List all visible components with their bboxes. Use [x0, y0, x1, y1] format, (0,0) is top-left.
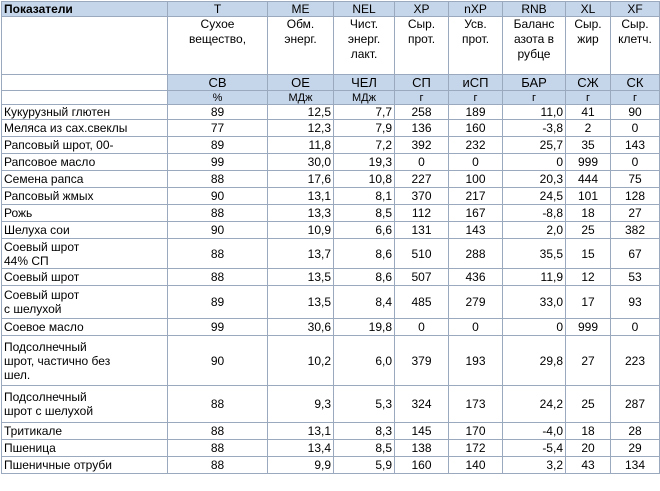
value-cell: 88	[168, 171, 268, 188]
value-cell: 88	[168, 269, 268, 286]
feed-name-cell	[2, 457, 168, 474]
value-cell: 88	[168, 457, 268, 474]
value-cell: 145	[395, 423, 449, 440]
value-cell: 392	[395, 137, 449, 154]
value-cell: 30,6	[268, 319, 334, 336]
value-cell: 89	[168, 286, 268, 319]
value-cell: 287	[611, 386, 660, 423]
value-cell: 93	[611, 286, 660, 319]
column-description: Усв. прот.	[449, 17, 503, 75]
table-body	[2, 105, 660, 474]
feed-name-line: Семена рапса	[4, 172, 84, 186]
value-cell: 128	[611, 188, 660, 205]
table-row	[2, 205, 660, 222]
value-cell: 0	[449, 319, 503, 336]
feed-name-cell	[2, 286, 168, 319]
value-cell: 288	[449, 239, 503, 269]
value-cell: 143	[611, 137, 660, 154]
value-cell: 88	[168, 423, 268, 440]
feed-name-cell	[2, 120, 168, 137]
value-cell: 170	[449, 423, 503, 440]
value-cell: 100	[449, 171, 503, 188]
column-code: ME	[268, 2, 334, 17]
value-cell: 13,1	[268, 188, 334, 205]
feed-name-cell	[2, 171, 168, 188]
feed-name-line: Подсолнечный	[4, 339, 87, 354]
feed-name-cell	[2, 336, 168, 386]
value-cell: 67	[611, 239, 660, 269]
value-cell: 30,0	[268, 154, 334, 171]
column-abbr: СК	[611, 75, 660, 91]
feed-name-line: Рапсовое масло	[4, 155, 96, 169]
value-cell: 9,9	[268, 457, 334, 474]
table-row	[2, 239, 660, 269]
table-row	[2, 269, 660, 286]
value-cell: 18	[566, 423, 611, 440]
feed-name-line: Тритикале	[4, 424, 63, 438]
value-cell: 27	[611, 205, 660, 222]
value-cell: 131	[395, 222, 449, 239]
column-description: Обм. энерг.	[268, 17, 334, 75]
value-cell: 17	[566, 286, 611, 319]
value-cell: 173	[449, 386, 503, 423]
value-cell: 8,5	[334, 440, 395, 457]
feed-name-line: Соевый шрот	[4, 239, 80, 254]
value-cell: 90	[168, 222, 268, 239]
value-cell: 35,5	[503, 239, 566, 269]
value-cell: 6,0	[334, 336, 395, 386]
value-cell: 485	[395, 286, 449, 319]
column-abbr: ЧЕЛ	[334, 75, 395, 91]
value-cell: 27	[566, 336, 611, 386]
table-row	[2, 154, 660, 171]
value-cell: 8,3	[334, 423, 395, 440]
feed-name-line: 44% СП	[4, 253, 49, 268]
value-cell: 13,3	[268, 205, 334, 222]
value-cell: 0	[503, 319, 566, 336]
value-cell: 10,8	[334, 171, 395, 188]
value-cell: 20,3	[503, 171, 566, 188]
value-cell: 88	[168, 239, 268, 269]
value-cell: -5,4	[503, 440, 566, 457]
table-row	[2, 457, 660, 474]
table-row	[2, 105, 660, 120]
column-unit: г	[449, 91, 503, 105]
value-cell: 90	[611, 105, 660, 120]
value-cell: 370	[395, 188, 449, 205]
value-cell: 6,6	[334, 222, 395, 239]
value-cell: 8,1	[334, 188, 395, 205]
column-abbr: БАР	[503, 75, 566, 91]
value-cell: 17,6	[268, 171, 334, 188]
table-row	[2, 171, 660, 188]
value-cell: 11,8	[268, 137, 334, 154]
value-cell: 20	[566, 440, 611, 457]
value-cell: 88	[168, 386, 268, 423]
header-blank-cell	[2, 75, 168, 91]
column-abbr: иСП	[449, 75, 503, 91]
value-cell: 8,5	[334, 205, 395, 222]
value-cell: 11,9	[503, 269, 566, 286]
value-cell: 19,3	[334, 154, 395, 171]
value-cell: 279	[449, 286, 503, 319]
value-cell: 8,6	[334, 269, 395, 286]
column-code: RNB	[503, 2, 566, 17]
feed-name-cell	[2, 440, 168, 457]
value-cell: 15	[566, 239, 611, 269]
column-unit: г	[395, 91, 449, 105]
value-cell: 43	[566, 457, 611, 474]
value-cell: 10,9	[268, 222, 334, 239]
value-cell: 90	[168, 336, 268, 386]
value-cell: 8,6	[334, 239, 395, 269]
table-row	[2, 423, 660, 440]
feed-name-cell	[2, 319, 168, 336]
value-cell: 140	[449, 457, 503, 474]
value-cell: 112	[395, 205, 449, 222]
column-unit: МДж	[334, 91, 395, 105]
value-cell: 134	[611, 457, 660, 474]
value-cell: 172	[449, 440, 503, 457]
table-row	[2, 222, 660, 239]
value-cell: 2	[566, 120, 611, 137]
feed-name-line: Шелуха сои	[4, 223, 70, 237]
column-description: Сыр. клетч.	[611, 17, 660, 75]
feed-name-line: Пшеница	[4, 441, 56, 455]
column-code: XF	[611, 2, 660, 17]
column-unit: г	[503, 91, 566, 105]
column-description: Сыр. жир	[566, 17, 611, 75]
value-cell: 8,4	[334, 286, 395, 319]
value-cell: 0	[503, 154, 566, 171]
table-row	[2, 137, 660, 154]
value-cell: 510	[395, 239, 449, 269]
feed-name-line: Соевый шрот	[4, 288, 80, 302]
value-cell: 227	[395, 171, 449, 188]
header-blank-cell	[2, 17, 168, 75]
value-cell: 324	[395, 386, 449, 423]
value-cell: 89	[168, 105, 268, 120]
value-cell: 12,5	[268, 105, 334, 120]
feed-name-line: Соевый шрот	[4, 270, 80, 284]
feed-name-cell	[2, 154, 168, 171]
value-cell: 436	[449, 269, 503, 286]
column-unit: г	[611, 91, 660, 105]
feed-composition-table	[1, 1, 660, 474]
value-cell: 18	[566, 205, 611, 222]
value-cell: 12,3	[268, 120, 334, 137]
value-cell: 5,9	[334, 457, 395, 474]
value-cell: 29,8	[503, 336, 566, 386]
value-cell: 193	[449, 336, 503, 386]
value-cell: 88	[168, 205, 268, 222]
value-cell: 999	[566, 154, 611, 171]
value-cell: 507	[395, 269, 449, 286]
header-unit-row	[2, 91, 660, 105]
header-blank-cell	[2, 91, 168, 105]
value-cell: 167	[449, 205, 503, 222]
value-cell: 99	[168, 154, 268, 171]
value-cell: 5,3	[334, 386, 395, 423]
feed-name-line: Рапсовый шрот, 00-	[4, 138, 114, 152]
column-abbr: ОЕ	[268, 75, 334, 91]
column-description: Сыр. прот.	[395, 17, 449, 75]
value-cell: 138	[395, 440, 449, 457]
value-cell: 25	[566, 386, 611, 423]
table-row	[2, 286, 660, 319]
feed-name-line: шел.	[4, 367, 31, 382]
header-abbr-row	[2, 75, 660, 91]
value-cell: 13,5	[268, 269, 334, 286]
value-cell: 3,2	[503, 457, 566, 474]
feed-name-line: Кукурузный глютен	[4, 105, 111, 119]
column-description: Сухое вещество,	[168, 17, 268, 75]
feed-name-cell	[2, 222, 168, 239]
value-cell: 0	[611, 120, 660, 137]
column-code: XL	[566, 2, 611, 17]
column-code: XP	[395, 2, 449, 17]
feed-name-cell	[2, 423, 168, 440]
value-cell: 13,1	[268, 423, 334, 440]
value-cell: 25,7	[503, 137, 566, 154]
value-cell: 232	[449, 137, 503, 154]
value-cell: 89	[168, 137, 268, 154]
table-row	[2, 319, 660, 336]
table-row	[2, 188, 660, 205]
value-cell: 101	[566, 188, 611, 205]
value-cell: 223	[611, 336, 660, 386]
value-cell: 217	[449, 188, 503, 205]
feed-name-line: шрот с шелухой	[4, 404, 94, 418]
value-cell: 136	[395, 120, 449, 137]
feed-name-line: с шелухой	[4, 302, 62, 316]
value-cell: 258	[395, 105, 449, 120]
column-unit: МДж	[268, 91, 334, 105]
value-cell: 53	[611, 269, 660, 286]
value-cell: 7,9	[334, 120, 395, 137]
value-cell: 99	[168, 319, 268, 336]
table-row	[2, 336, 660, 386]
column-code: NEL	[334, 2, 395, 17]
feed-name-line: Пшеничные отруби	[4, 458, 112, 472]
column-unit: %	[168, 91, 268, 105]
feed-name-cell	[2, 239, 168, 269]
value-cell: 999	[566, 319, 611, 336]
value-cell: 10,2	[268, 336, 334, 386]
value-cell: 24,5	[503, 188, 566, 205]
value-cell: 0	[611, 319, 660, 336]
value-cell: -3,8	[503, 120, 566, 137]
table-row	[2, 440, 660, 457]
feed-name-cell	[2, 105, 168, 120]
feed-name-line: Подсолнечный	[4, 390, 87, 404]
feed-name-cell	[2, 205, 168, 222]
value-cell: 13,4	[268, 440, 334, 457]
value-cell: 160	[449, 120, 503, 137]
value-cell: 143	[449, 222, 503, 239]
feed-name-line: Соевое масло	[4, 320, 84, 334]
column-abbr: СВ	[168, 75, 268, 91]
feed-name-line: Меляса из сах.свеклы	[4, 121, 128, 135]
value-cell: 41	[566, 105, 611, 120]
corner-label: Показатели	[2, 2, 168, 17]
value-cell: -4,0	[503, 423, 566, 440]
value-cell: 11,0	[503, 105, 566, 120]
feed-name-line: Рапсовый жмых	[4, 189, 94, 203]
value-cell: 19,8	[334, 319, 395, 336]
value-cell: -8,8	[503, 205, 566, 222]
feed-name-cell	[2, 386, 168, 423]
feed-name-cell	[2, 137, 168, 154]
value-cell: 379	[395, 336, 449, 386]
value-cell: 33,0	[503, 286, 566, 319]
feed-name-line: Рожь	[4, 206, 33, 220]
column-abbr: СП	[395, 75, 449, 91]
value-cell: 382	[611, 222, 660, 239]
value-cell: 444	[566, 171, 611, 188]
header-description-row	[2, 17, 660, 75]
value-cell: 9,3	[268, 386, 334, 423]
value-cell: 2,0	[503, 222, 566, 239]
value-cell: 13,5	[268, 286, 334, 319]
value-cell: 0	[611, 154, 660, 171]
value-cell: 35	[566, 137, 611, 154]
header-codes-row	[2, 2, 660, 17]
feed-name-cell	[2, 188, 168, 205]
column-description: Чист. энерг. лакт.	[334, 17, 395, 75]
value-cell: 0	[395, 154, 449, 171]
column-code: T	[168, 2, 268, 17]
column-unit: г	[566, 91, 611, 105]
value-cell: 90	[168, 188, 268, 205]
value-cell: 7,2	[334, 137, 395, 154]
table-row	[2, 120, 660, 137]
feed-name-line: шрот, частично без	[4, 353, 111, 368]
value-cell: 77	[168, 120, 268, 137]
value-cell: 7,7	[334, 105, 395, 120]
table-row	[2, 386, 660, 423]
column-code: nXP	[449, 2, 503, 17]
value-cell: 12	[566, 269, 611, 286]
value-cell: 24,2	[503, 386, 566, 423]
column-description: Баланс азота в рубце	[503, 17, 566, 75]
feed-name-cell	[2, 269, 168, 286]
value-cell: 160	[395, 457, 449, 474]
value-cell: 29	[611, 440, 660, 457]
value-cell: 189	[449, 105, 503, 120]
value-cell: 13,7	[268, 239, 334, 269]
value-cell: 75	[611, 171, 660, 188]
value-cell: 0	[395, 319, 449, 336]
value-cell: 28	[611, 423, 660, 440]
value-cell: 0	[449, 154, 503, 171]
column-abbr: СЖ	[566, 75, 611, 91]
value-cell: 25	[566, 222, 611, 239]
value-cell: 88	[168, 440, 268, 457]
